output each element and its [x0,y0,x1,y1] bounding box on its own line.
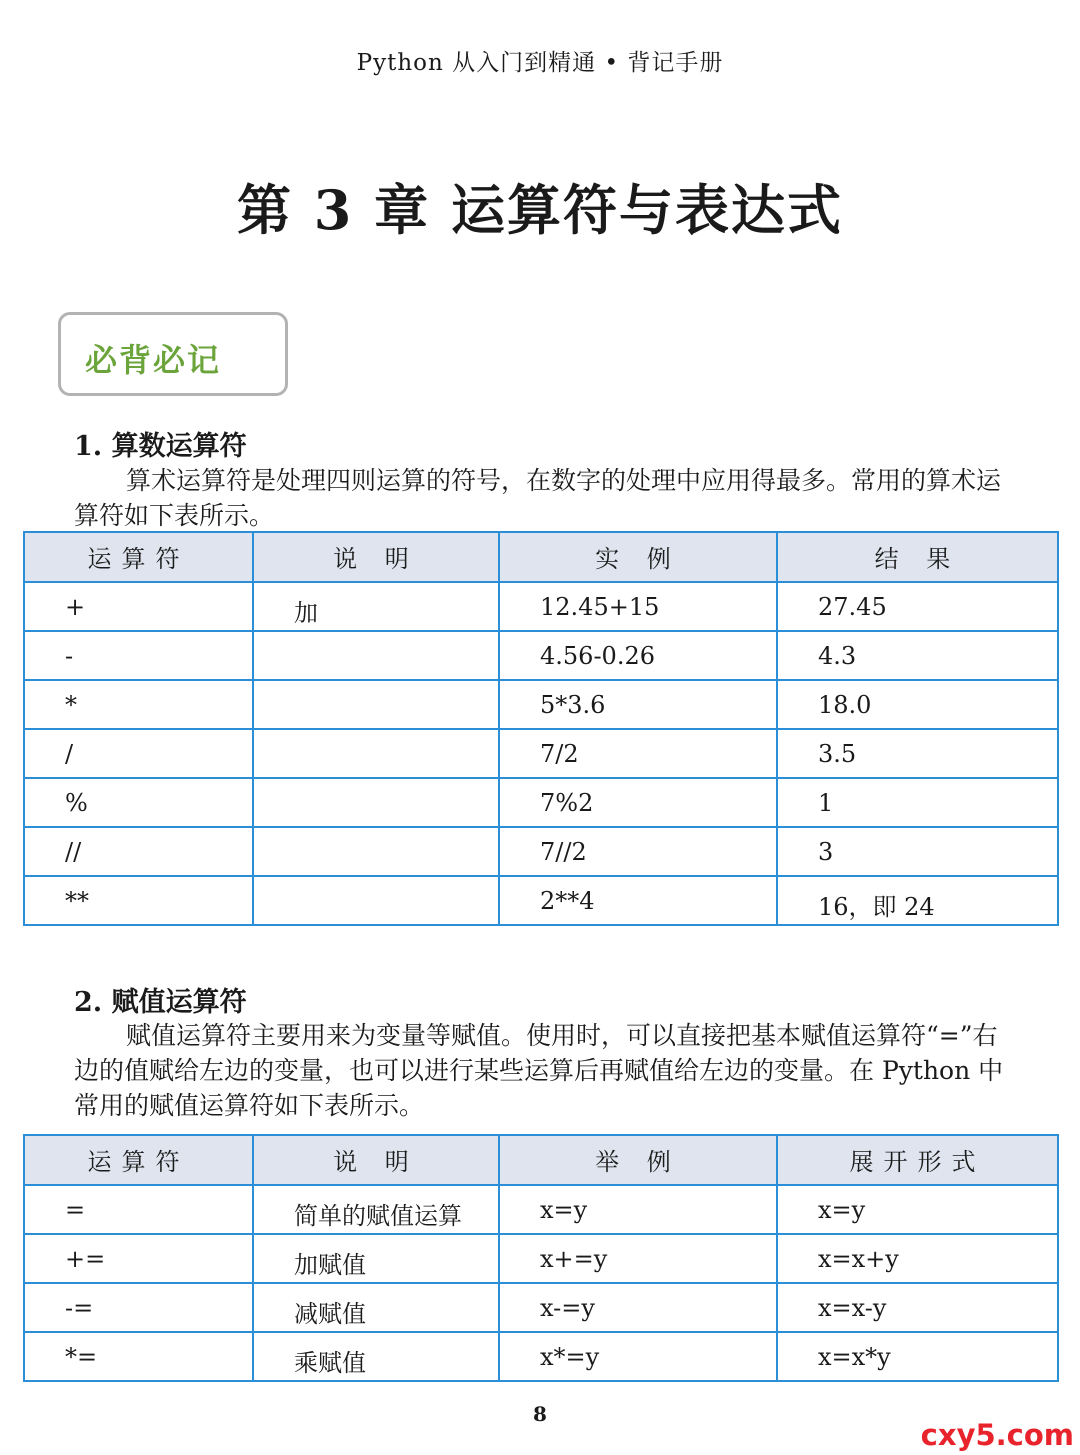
operator-cell: / [24,729,253,778]
result-cell: 4.3 [777,631,1058,680]
example-cell: 5*3.6 [499,680,777,729]
section2-heading: 2. 赋值运算符 [74,987,247,1018]
column-header-example: 实 例 [499,532,777,582]
memo-label: 必背必记 [85,341,222,379]
example-cell: 7%2 [499,778,777,827]
description-cell: 加赋值 [253,1234,499,1283]
example-cell: x+=y [499,1234,777,1283]
expanded-form-cell: x=x+y [777,1234,1058,1283]
operator-cell: - [24,631,253,680]
table-row [24,582,1058,631]
description-cell [253,680,499,729]
table-row [24,680,1058,729]
column-header-expanded-form: 展开形式 [777,1135,1058,1185]
table-row [24,729,1058,778]
example-cell: x*=y [499,1332,777,1381]
column-header-operator: 运算符 [24,532,253,582]
section2-paragraph: 赋值运算符主要用来为变量等赋值。使用时，可以直接把基本赋值运算符“=”右边的值赋给左边的变量，也可以进行某些运算后再赋值给左边的变量。在 Python 中常用的赋值运算符如下表所示。 [74,1021,1004,1120]
operator-cell: * [24,680,253,729]
watermark: cxy5.com [920,1418,1074,1452]
column-header-description: 说 明 [253,532,499,582]
example-cell: x-=y [499,1283,777,1332]
assignment-operator-table [23,1134,1059,1382]
description-cell: 加 [253,582,499,631]
column-header-operator: 运算符 [24,1135,253,1185]
description-cell [253,729,499,778]
result-cell: 1 [777,778,1058,827]
example-cell: 2**4 [499,876,777,925]
column-header-example: 举 例 [499,1135,777,1185]
section1-paragraph: 算术运算符是处理四则运算的符号，在数字的处理中应用得最多。常用的算术运算符如下表所示。 [74,466,1002,530]
operator-cell: = [24,1185,253,1234]
table-row [24,1332,1058,1381]
table-row [24,778,1058,827]
example-cell: 4.56-0.26 [499,631,777,680]
expanded-form-cell: x=x-y [777,1283,1058,1332]
section1-heading: 1. 算数运算符 [74,431,247,462]
table-row [24,631,1058,680]
example-cell: 7//2 [499,827,777,876]
description-cell [253,778,499,827]
operator-cell: ** [24,876,253,925]
operator-cell: += [24,1234,253,1283]
result-cell: 3 [777,827,1058,876]
running-header: Python 从入门到精通 • 背记手册 [356,50,724,76]
memo-box [58,312,288,396]
description-cell [253,827,499,876]
description-cell [253,876,499,925]
arithmetic-operator-table [23,531,1059,926]
table-header-row [24,532,1058,582]
table-row [24,827,1058,876]
operator-cell: // [24,827,253,876]
description-cell: 减赋值 [253,1283,499,1332]
description-cell: 乘赋值 [253,1332,499,1381]
operator-cell: *= [24,1332,253,1381]
example-cell: x=y [499,1185,777,1234]
description-cell [253,631,499,680]
result-cell: 27.45 [777,582,1058,631]
chapter-title: 第 3 章 运算符与表达式 [237,178,843,242]
table-row [24,1234,1058,1283]
column-header-description: 说 明 [253,1135,499,1185]
expanded-form-cell: x=y [777,1185,1058,1234]
operator-cell: + [24,582,253,631]
example-cell: 12.45+15 [499,582,777,631]
table-row [24,1185,1058,1234]
operator-cell: % [24,778,253,827]
table-header-row [24,1135,1058,1185]
table-row [24,1283,1058,1332]
result-cell: 18.0 [777,680,1058,729]
operator-cell: -= [24,1283,253,1332]
column-header-result: 结 果 [777,532,1058,582]
result-cell: 16，即 24 [777,876,1058,925]
description-cell: 简单的赋值运算 [253,1185,499,1234]
example-cell: 7/2 [499,729,777,778]
expanded-form-cell: x=x*y [777,1332,1058,1381]
result-cell: 3.5 [777,729,1058,778]
table-row [24,876,1058,925]
page-number: 8 [533,1402,547,1426]
